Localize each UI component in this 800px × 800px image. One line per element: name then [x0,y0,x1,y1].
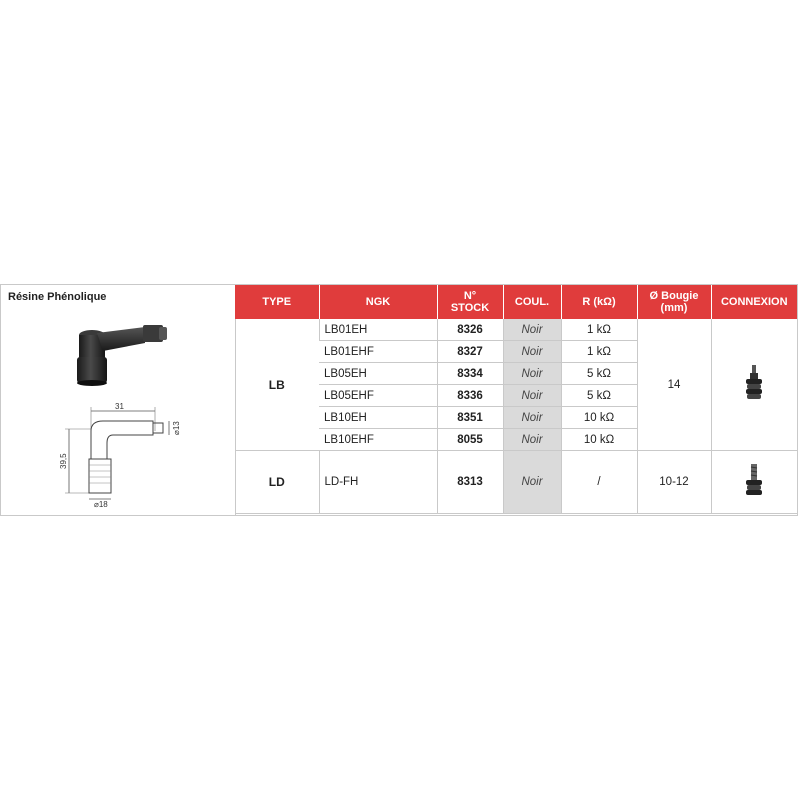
bougie-cell: 10-12 [637,451,711,514]
bougie-cell: 14 [637,319,711,451]
ngk-cell: LD-FH [319,451,437,514]
connector-screw-icon [744,461,764,501]
stock-cell: 8334 [437,363,503,385]
dim-side-label: 39,5 [59,453,68,469]
product-image-area [1,285,236,515]
coul-cell: Noir [503,429,561,451]
header-r: R (kΩ) [561,285,637,319]
table-header-row [235,285,797,319]
header-ngk: NGK [319,285,437,319]
r-cell: 5 kΩ [561,363,637,385]
connexion-cell [711,451,797,514]
spark-plug-cap-photo [67,315,187,395]
header-stock-line1: N° [463,290,477,302]
table-row [235,451,797,514]
stock-cell: 8336 [437,385,503,407]
r-cell: 1 kΩ [561,319,637,341]
ngk-cell: LB05EHF [319,385,437,407]
header-bougie-line2: (mm) [660,302,688,314]
stock-cell: 8313 [437,451,503,514]
coul-cell: Noir [503,407,561,429]
coul-cell: Noir [503,319,561,341]
ngk-cell: LB01EH [319,319,437,341]
stock-cell: 8326 [437,319,503,341]
ngk-cell: LB10EHF [319,429,437,451]
r-cell: 1 kΩ [561,341,637,363]
type-cell: LD [235,451,319,514]
dim-right-label: ⌀13 [172,421,181,435]
r-cell: 10 kΩ [561,429,637,451]
header-stock-line2: STOCK [450,302,490,314]
stock-cell: 8351 [437,407,503,429]
dim-bottom-label: ⌀18 [94,500,108,509]
ngk-cell: LB01EHF [319,341,437,363]
section-title: Résine Phénolique [8,291,107,303]
header-coul: COUL. [503,285,561,319]
table-row [235,319,797,341]
connector-nut-icon [744,363,764,403]
header-type: TYPE [235,285,319,319]
product-table [235,285,797,514]
stock-cell: 8327 [437,341,503,363]
ngk-cell: LB10EH [319,407,437,429]
coul-cell: Noir [503,341,561,363]
stock-cell: 8055 [437,429,503,451]
type-cell: LB [235,319,319,451]
dim-top-label: 31 [115,402,124,411]
header-bougie-line1: Ø Bougie [649,290,699,302]
r-cell: 5 kΩ [561,385,637,407]
coul-cell: Noir [503,363,561,385]
ngk-cell: LB05EH [319,363,437,385]
coul-cell: Noir [503,451,561,514]
header-bougie [637,285,711,319]
technical-drawing [55,401,205,511]
header-connexion: CONNEXION [711,285,797,319]
header-stock [437,285,503,319]
coul-cell: Noir [503,385,561,407]
product-panel [0,284,798,516]
r-cell: 10 kΩ [561,407,637,429]
r-cell: / [561,451,637,514]
connexion-cell [711,319,797,451]
